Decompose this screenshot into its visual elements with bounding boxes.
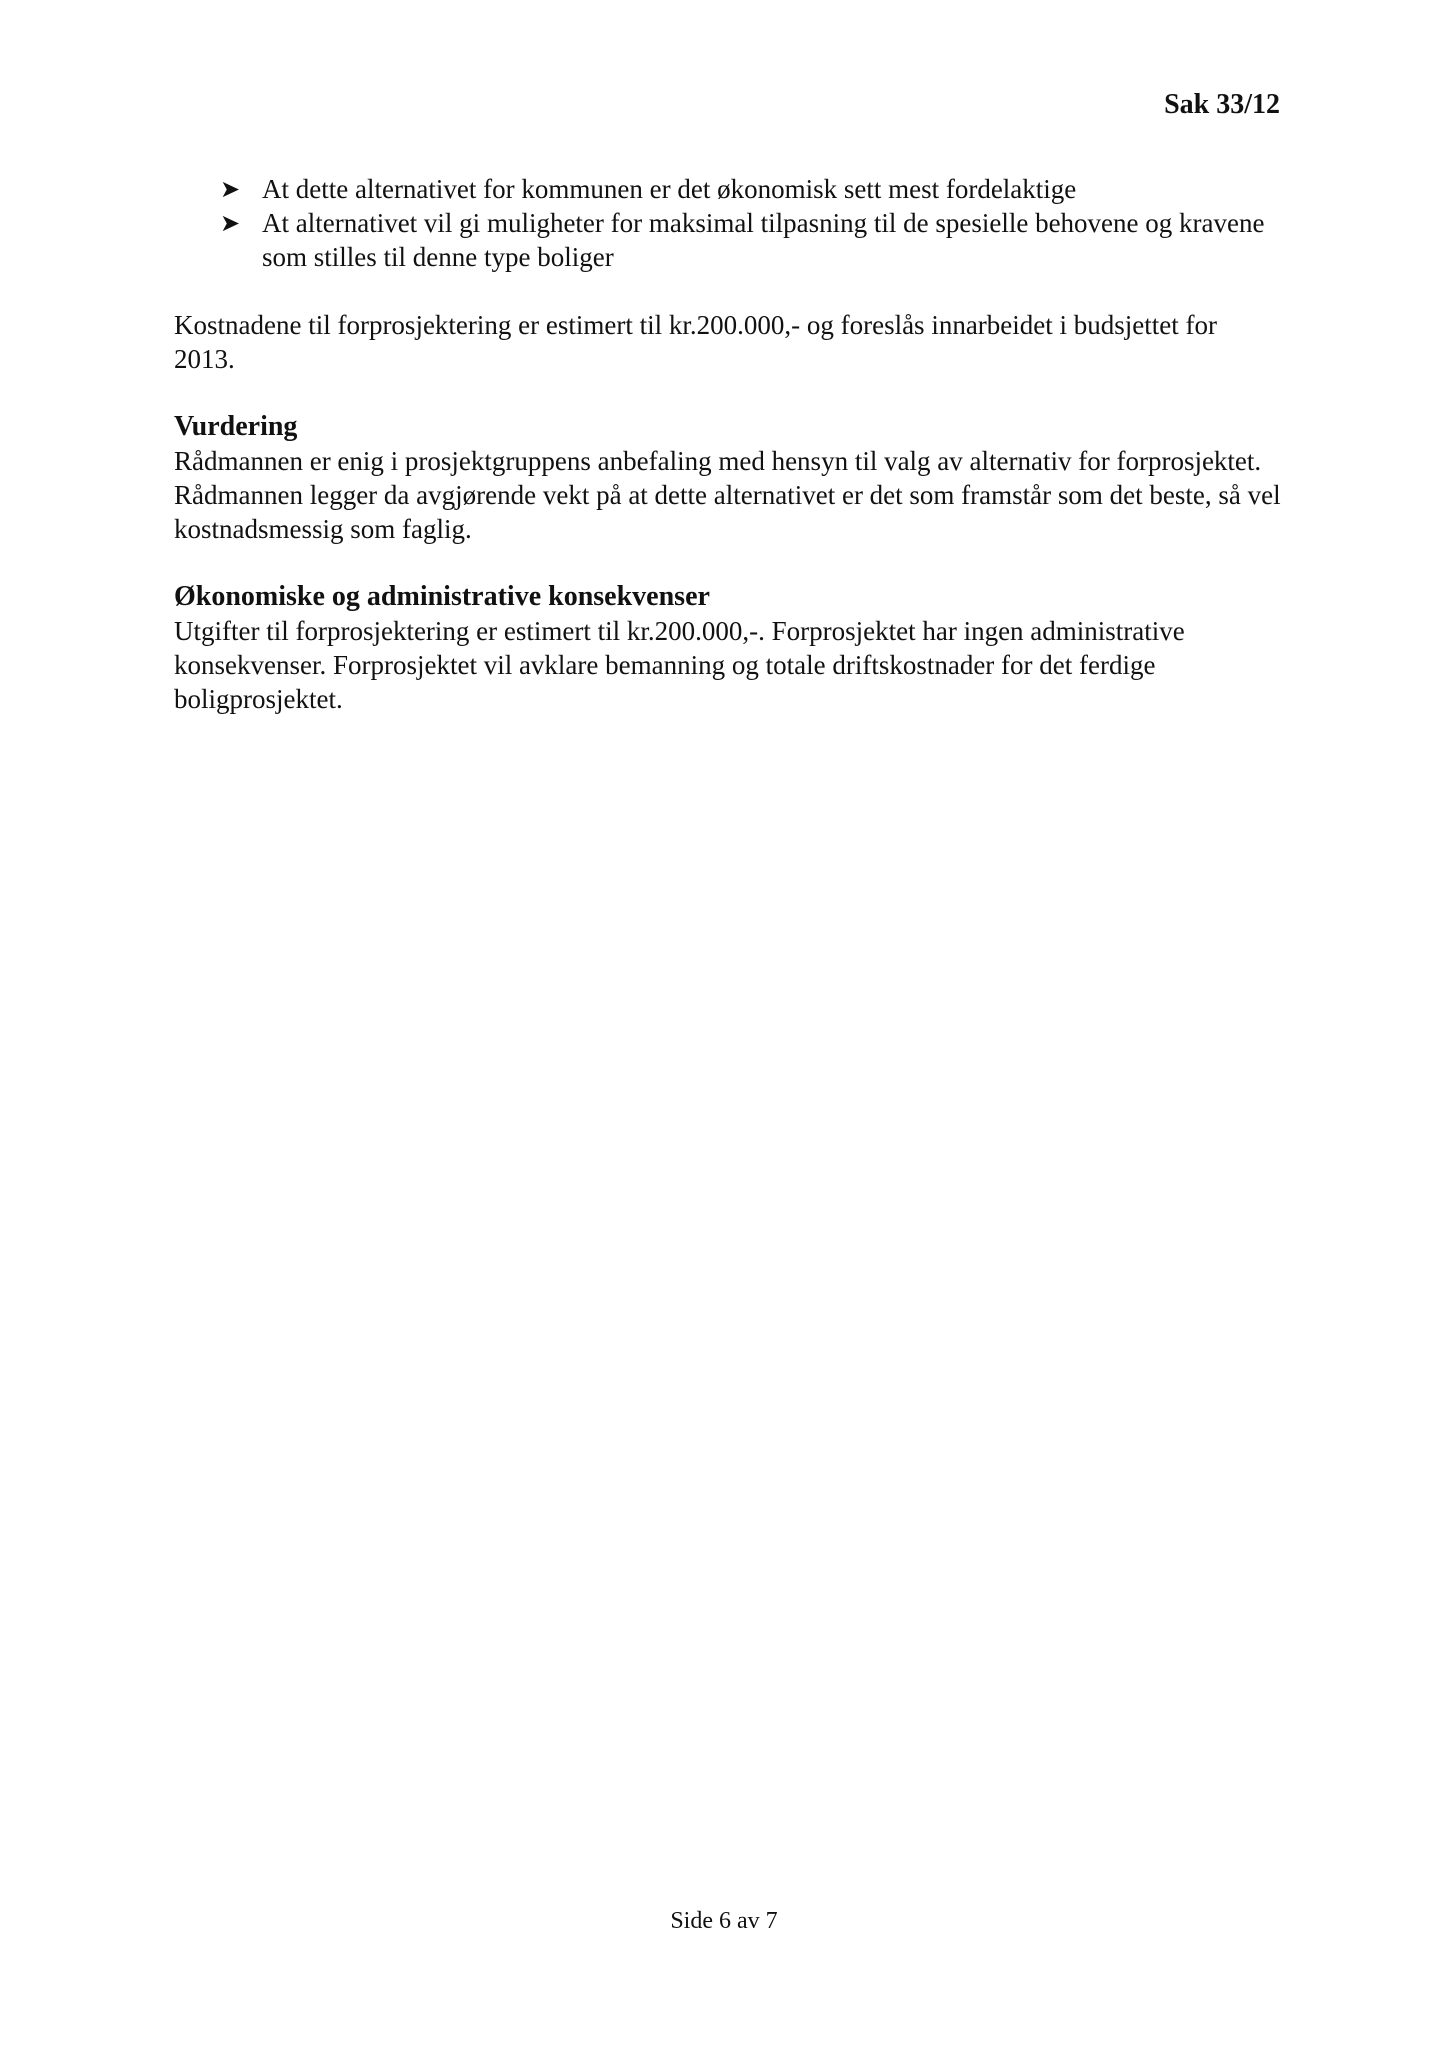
bullet-item [174, 172, 1284, 206]
bullet-text: At alternativet vil gi muligheter for maksimal tilpasning til de spesielle behovene og kravene som stilles til denne type boliger [262, 208, 1265, 272]
cost-paragraph: Kostnadene til forprosjektering er estimert til kr.200.000,- og foreslås innarbeidet i budsjettet for 2013. [174, 310, 1217, 374]
consequences-text: Utgifter til forprosjektering er estimert til kr.200.000,-. Forprosjektet har ingen administrative konsekvenser. Forprosjektet vil avklare bemanning og totale driftskostnader for det ferdige boligprosjektet. [174, 616, 1185, 714]
arrowhead-bullet-icon: ➤ [220, 175, 241, 203]
assessment-heading: Vurdering [174, 411, 298, 442]
assessment-section [174, 410, 1284, 546]
assessment-text: Rådmannen er enig i prosjektgruppens anbefaling med hensyn til valg av alternativ for forprosjektet. Rådmannen legger da avgjørende vekt på at dette alternativet er det som framstår som det beste, så vel kostnadsmessig som faglig. [174, 446, 1281, 544]
arrowhead-bullet-icon: ➤ [220, 209, 241, 237]
consequences-heading: Økonomiske og administrative konsekvenser [174, 581, 710, 612]
bullet-text: At dette alternativet for kommunen er det økonomisk sett mest fordelaktige [262, 174, 1077, 204]
consequences-section [174, 580, 1284, 716]
document-body [174, 172, 1284, 750]
bullet-item [174, 206, 1284, 274]
bullet-list [174, 172, 1284, 274]
page-number: Side 6 av 7 [670, 1908, 778, 1934]
case-reference: Sak 33/12 [1164, 89, 1280, 120]
